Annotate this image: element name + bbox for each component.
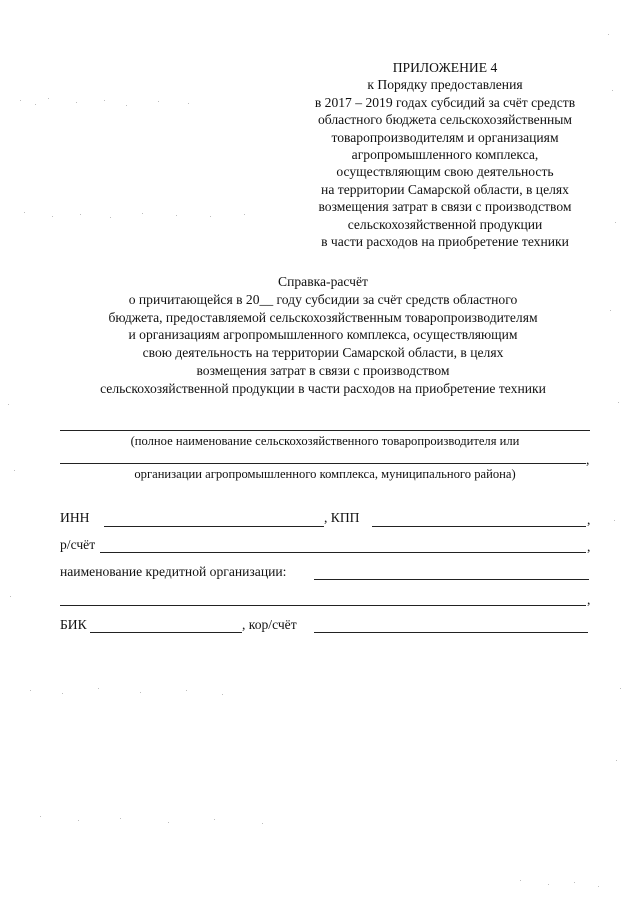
appendix-line: на территории Самарской области, в целях xyxy=(321,181,569,197)
appendix-line: возмещения затрат в связи с производством xyxy=(318,199,572,215)
inn-field[interactable] xyxy=(104,526,324,527)
appendix-line: товаропроизводителям и организациям xyxy=(331,129,559,145)
account-field[interactable] xyxy=(100,552,586,553)
kpp-field[interactable] xyxy=(372,526,586,527)
org-name-comma: , xyxy=(586,452,590,467)
appendix-line: осуществляющим свою деятельность xyxy=(336,164,554,180)
appendix-line: к Порядку предоставления xyxy=(367,77,523,93)
appendix-title: ПРИЛОЖЕНИЕ 4 xyxy=(392,60,498,75)
corr-account-field[interactable] xyxy=(314,632,588,633)
inn-kpp-comma: , xyxy=(587,512,591,527)
certificate-line: возмещения затрат в связи с производством xyxy=(196,362,450,378)
certificate-line: свою деятельность на территории Самарской области, в целях xyxy=(142,345,504,361)
appendix-line: агропромышленного комплекса, xyxy=(351,147,539,163)
certificate-heading xyxy=(40,273,606,398)
appendix-line: областного бюджета сельскохозяйственным xyxy=(318,112,572,128)
bank-label: наименование кредитной организации: xyxy=(60,564,287,579)
certificate-line: бюджета, предоставляемой сельскохозяйственным товаропроизводителям xyxy=(108,309,538,325)
org-name-note-1: (полное наименование сельскохозяйственного товаропроизводителя или xyxy=(130,434,520,448)
certificate-title: Справка-расчёт xyxy=(278,274,368,289)
certificate-line: и организациям агропромышленного комплекса, осуществляющим xyxy=(128,327,518,343)
bik-field[interactable] xyxy=(90,632,242,633)
appendix-line: сельскохозяйственной продукции xyxy=(347,216,543,232)
account-comma: , xyxy=(587,539,591,554)
appendix-line: в 2017 – 2019 годах субсидий за счёт средств xyxy=(314,94,576,110)
bank-field-continued[interactable] xyxy=(60,605,586,606)
org-name-note-2: организации агропромышленного комплекса, муниципального района) xyxy=(134,467,516,481)
bank-field[interactable] xyxy=(314,579,589,580)
kpp-label: , КПП xyxy=(324,510,360,525)
appendix-line: в части расходов на приобретение техники xyxy=(321,234,569,250)
corr-account-label: , кор/счёт xyxy=(242,617,297,632)
org-name-line-2[interactable] xyxy=(60,463,586,464)
bank-comma: , xyxy=(587,592,591,607)
appendix-header xyxy=(286,59,604,250)
bik-label: БИК xyxy=(60,617,87,632)
inn-label: ИНН xyxy=(60,510,90,525)
account-label: р/счёт xyxy=(60,537,96,552)
org-name-line-1[interactable] xyxy=(60,430,590,431)
certificate-line: о причитающейся в 20__ году субсидии за счёт средств областного xyxy=(128,291,518,307)
certificate-line: сельскохозяйственной продукции в части расходов на приобретение техники xyxy=(100,380,546,396)
